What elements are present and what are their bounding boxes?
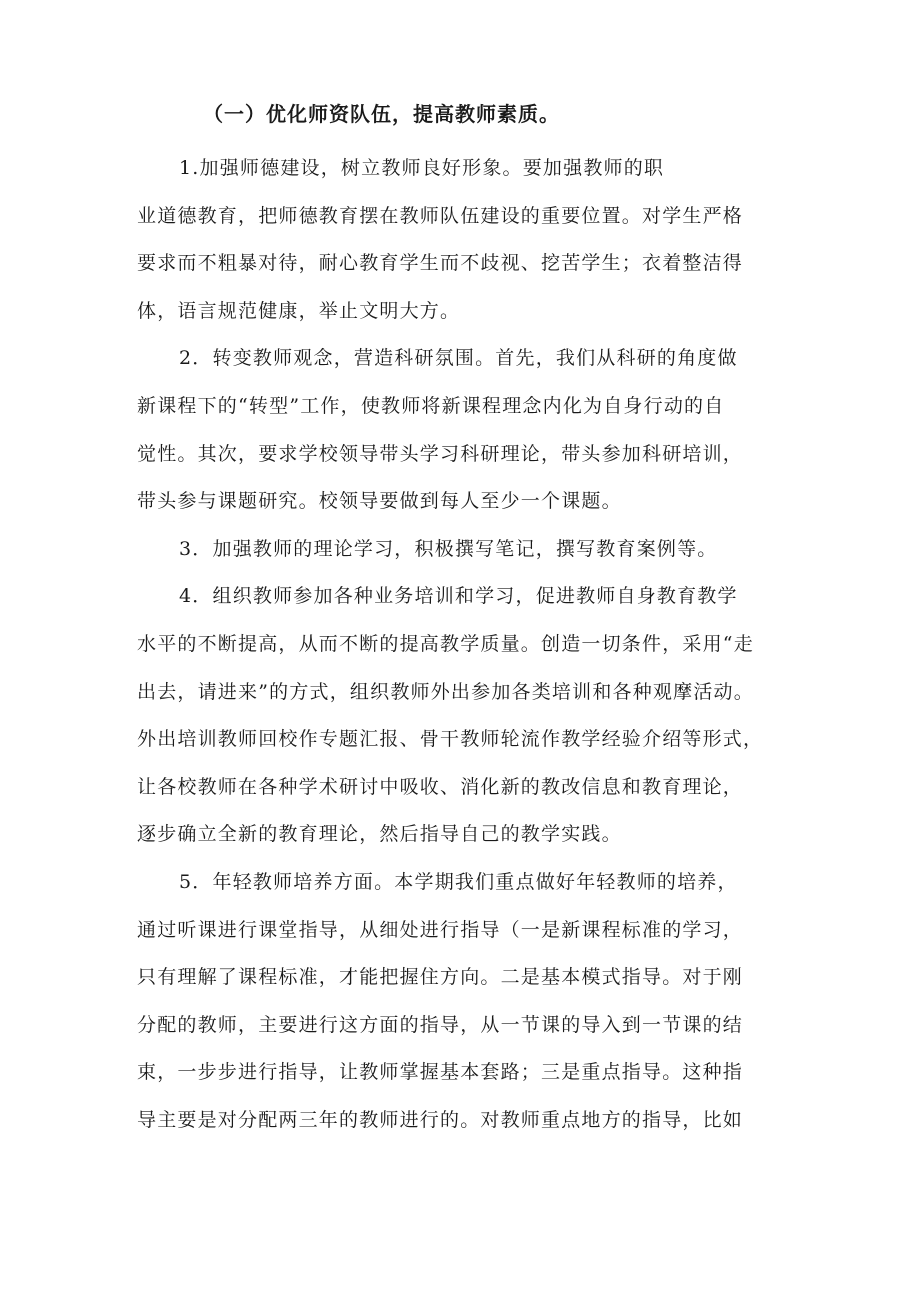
paragraph-3 xyxy=(137,526,797,574)
text-line: 4．组织教师参加各种业务培训和学习，促进教师自身教育教学 xyxy=(179,585,738,608)
text-line: 出去，请进来”的方式，组织教师外出参加各类培训和各种观摩活动。 xyxy=(137,680,754,703)
text-line: 3．加强教师的理论学习，积极撰写笔记，撰写教育案例等。 xyxy=(179,537,718,560)
text-line: 通过听课进行课堂指导，从细处进行指导（一是新课程标准的学习， xyxy=(137,918,744,941)
text-line: 觉性。其次，要求学校领导带头学习科研理论，带头参加科研培训， xyxy=(137,442,744,465)
text-line: 5．年轻教师培养方面。本学期我们重点做好年轻教师的培养， xyxy=(179,870,738,893)
text-line: 外出培训教师回校作专题汇报、骨干教师轮流作教学经验介绍等形式， xyxy=(137,728,764,751)
text-line: 只有理解了课程标准，才能把握住方向。二是基本模式指导。对于刚 xyxy=(137,966,744,989)
text-line: 新课程下的“转型”工作，使教师将新课程理念内化为自身行动的自 xyxy=(137,394,725,417)
text-line: 分配的教师，主要进行这方面的指导，从一节课的导入到一节课的结 xyxy=(137,1013,744,1036)
text-line: 束，一步步进行指导，让教师掌握基本套路；三是重点指导。这种指 xyxy=(137,1061,744,1084)
paragraph-1 xyxy=(137,145,797,335)
text-line: 让各校教师在各种学术研讨中吸收、消化新的教改信息和教育理论， xyxy=(137,775,744,798)
text-line: 导主要是对分配两三年的教师进行的。对教师重点地方的指导，比如 xyxy=(137,1108,744,1131)
paragraph-4 xyxy=(137,573,797,859)
text-line: 带头参与课题研究。校领导要做到每人至少一个课题。 xyxy=(137,490,622,513)
text-line: 业道德教育，把师德教育摆在教师队伍建设的重要位置。对学生严格 xyxy=(137,204,744,227)
text-line: 要求而不粗暴对待，耐心教育学生而不歧视、挖苦学生；衣着整洁得 xyxy=(137,252,744,275)
text-line: 逐步确立全新的教育理论，然后指导自己的教学实践。 xyxy=(137,823,622,846)
paragraph-2 xyxy=(137,335,797,525)
paragraph-5 xyxy=(137,859,797,1145)
text-line: 水平的不断提高，从而不断的提高教学质量。创造一切条件，采用“走 xyxy=(137,632,754,655)
text-line: 1.加强师德建设，树立教师良好形象。要加强教师的职 xyxy=(179,157,665,179)
section-heading: （一）优化师资队伍，提高教师素质。 xyxy=(203,102,560,126)
text-line: 体，语言规范健康，举止文明大方。 xyxy=(137,299,461,322)
document-body xyxy=(137,145,797,1144)
text-line: 2．转变教师观念，营造科研氛围。首先，我们从科研的角度做 xyxy=(179,347,738,370)
